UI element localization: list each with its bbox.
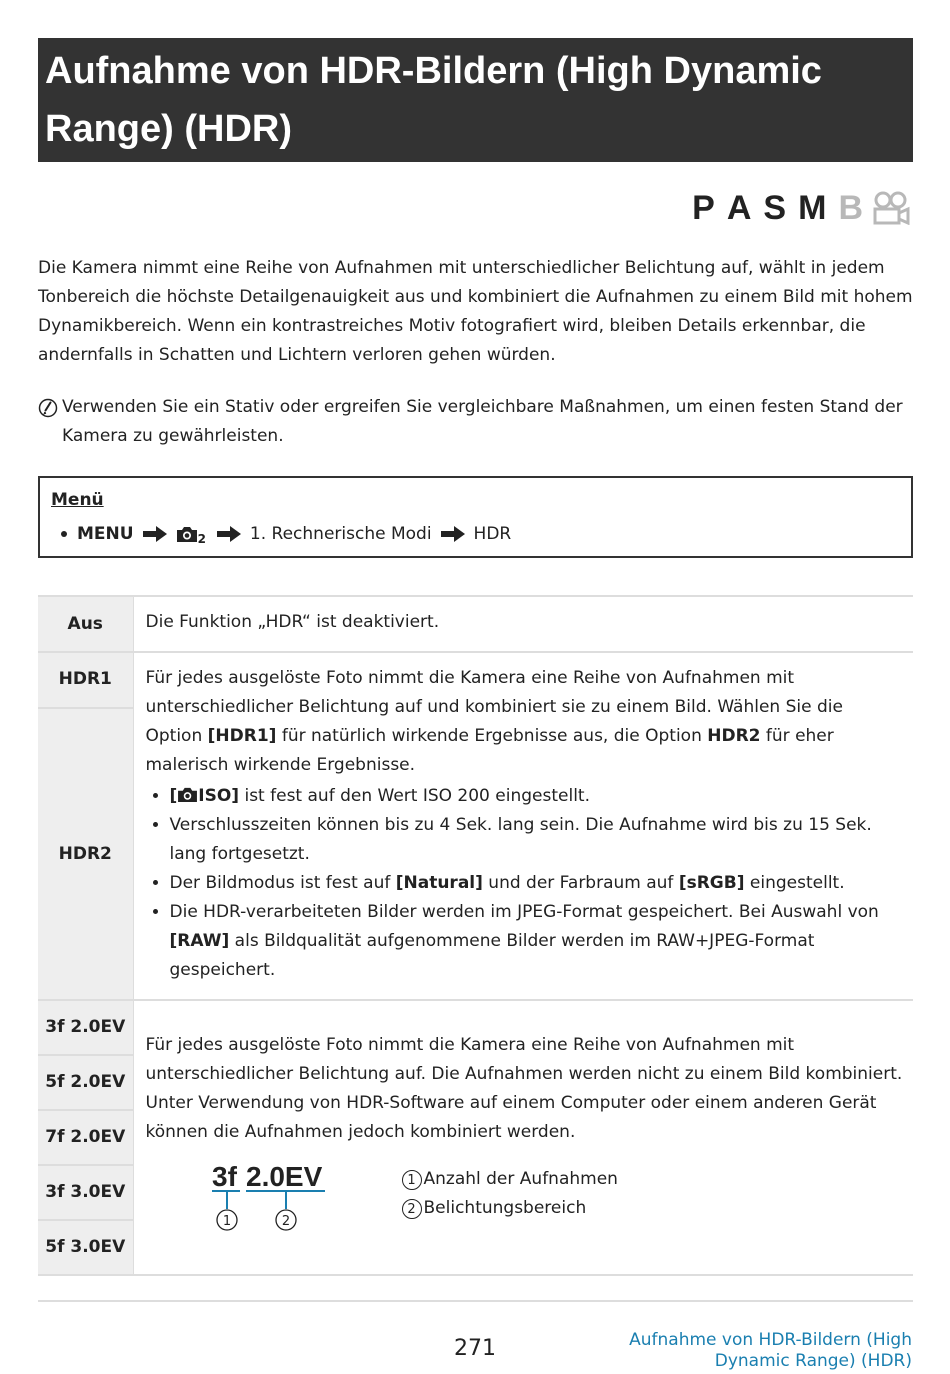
text: und der Farbraum auf	[482, 873, 679, 893]
option-ref: [Natural]	[395, 873, 483, 893]
legend-item	[402, 1165, 618, 1194]
mode-m: M	[798, 188, 828, 227]
option-desc	[133, 652, 913, 1000]
legend-number: 2	[402, 1199, 422, 1219]
legend-text: Anzahl der Aufnahmen	[423, 1169, 618, 1189]
option-key: 3f 3.0EV	[38, 1166, 133, 1221]
camera-icon	[176, 525, 198, 543]
option-key: 3f 2.0EV	[38, 1001, 133, 1056]
section-link[interactable]: Aufnahme von HDR-Bildern (High Dynamic Range) (HDR)	[629, 1330, 912, 1371]
mode-s: S	[763, 188, 788, 227]
option-key: 5f 3.0EV	[45, 1237, 126, 1257]
mode-p: P	[692, 188, 716, 227]
tab-number: 2	[197, 532, 206, 546]
hdr-bullets	[146, 782, 904, 985]
intro-paragraph: Die Kamera nimmt eine Reihe von Aufnahmen mit unterschiedlicher Belichtung auf, wählt in jedem Tonbereich die höchste Detailgenauigkeit aus und kombiniert die Aufnahmen zu einem Bild mit hohem Dynamikbereich. Wenn ein kontrastreiches Motiv fotografiert wird, bleiben Details erkennbar, die andernfalls in Schatten und Lichtern verloren gehen würden.	[38, 258, 913, 365]
arrow-right-icon	[440, 525, 466, 543]
marker-number: 1	[222, 1214, 231, 1229]
ev-value: 2.0EV	[245, 1161, 322, 1192]
legend-number: 1	[402, 1170, 422, 1190]
option-key: 7f 2.0EV	[38, 1111, 133, 1166]
table-row	[38, 596, 913, 652]
bracket-text: [	[169, 786, 178, 806]
note-text: Verwenden Sie ein Stativ oder ergreifen Sie vergleichbare Maßnahmen, um einen festen Stand der Kamera zu gewährleisten.	[62, 397, 903, 446]
bracket-description: Für jedes ausgelöste Foto nimmt die Kamera eine Reihe von Aufnahmen mit unterschiedlicher Belichtung auf. Die Aufnahmen werden nicht zu einem Bild kombiniert. Unter Verwendung von HDR-Software auf einem Computer oder einem anderen Gerät können die Aufnahmen jedoch kombiniert werden.	[145, 1035, 903, 1142]
text: für eher malerisch wirkende Ergebnisse.	[145, 726, 834, 775]
text: Der Bildmodus ist fest auf	[169, 873, 396, 893]
hdr-description	[146, 664, 904, 780]
text: eingestellt.	[744, 873, 845, 893]
options-table	[38, 595, 913, 1276]
menu-target: HDR	[473, 524, 512, 544]
option-key-group	[38, 652, 133, 1000]
option-ref: [RAW]	[169, 931, 230, 951]
table-row	[38, 652, 913, 1000]
option-key: HDR1	[38, 653, 133, 709]
option-desc: Die Funktion „HDR“ ist deaktiviert.	[133, 596, 913, 652]
legend-item	[402, 1194, 618, 1223]
menu-box	[38, 476, 913, 558]
text: Für jedes ausgelöste Foto nimmt die Kamera eine Reihe von Aufnahmen mit unterschiedlicher Belichtung auf und kombiniert sie zu einem Bild. Wählen Sie die Option	[145, 668, 843, 746]
mode-a: A	[726, 188, 753, 227]
footer-divider	[38, 1300, 913, 1302]
bullet	[61, 531, 67, 537]
option-ref: [sRGB]	[678, 873, 745, 893]
page-title: Aufnahme von HDR-Bildern (High Dynamic Range) (HDR)	[45, 50, 822, 150]
list-item	[170, 869, 904, 898]
list-item	[170, 782, 904, 811]
option-key: Aus	[38, 596, 133, 652]
note	[38, 393, 918, 451]
option-key: HDR2	[58, 844, 112, 864]
movie-camera-icon	[872, 191, 910, 225]
option-desc	[133, 1000, 913, 1275]
legend	[402, 1165, 618, 1235]
option-ref: ISO]	[198, 786, 240, 806]
frames-value: 3f	[211, 1161, 237, 1192]
option-ref: [HDR1]	[207, 726, 277, 746]
menu-path	[51, 515, 900, 553]
menu-label: MENU	[77, 524, 134, 544]
menu-item: 1. Rechnerische Modi	[249, 524, 432, 544]
table-row	[38, 1000, 913, 1275]
marker-number: 2	[281, 1214, 290, 1229]
legend-text: Belichtungsbereich	[423, 1198, 587, 1218]
shooting-modes	[681, 188, 910, 228]
notation-diagram	[212, 1159, 904, 1235]
title-bar	[38, 38, 913, 162]
arrow-right-icon	[216, 525, 242, 543]
tip-icon	[38, 398, 58, 418]
text: ist fest auf den Wert ISO 200 eingestellt.	[239, 786, 590, 806]
list-item: • Verschlusszeiten können bis zu 4 Sek. lang sein. Die Aufnahme wird bis zu 15 Sek. lang fortgesetzt.	[170, 811, 904, 869]
text: Die HDR-verarbeiteten Bilder werden im JPEG-Format gespeichert. Bei Auswahl von	[169, 902, 879, 922]
arrow-right-icon	[142, 525, 168, 543]
page-number: 271	[454, 1336, 496, 1361]
text: als Bildqualität aufgenommene Bilder werden im RAW+JPEG-Format gespeichert.	[169, 931, 815, 980]
menu-heading: Menü	[51, 490, 104, 510]
text: für natürlich wirkende Ergebnisse aus, die Option	[276, 726, 708, 746]
mode-b: B	[838, 188, 864, 227]
option-key: 5f 2.0EV	[38, 1056, 133, 1111]
option-ref: HDR2	[707, 726, 761, 746]
option-key-group	[38, 1000, 133, 1275]
camera-icon	[177, 786, 198, 803]
notation-figure	[212, 1159, 342, 1235]
list-item	[170, 898, 904, 985]
